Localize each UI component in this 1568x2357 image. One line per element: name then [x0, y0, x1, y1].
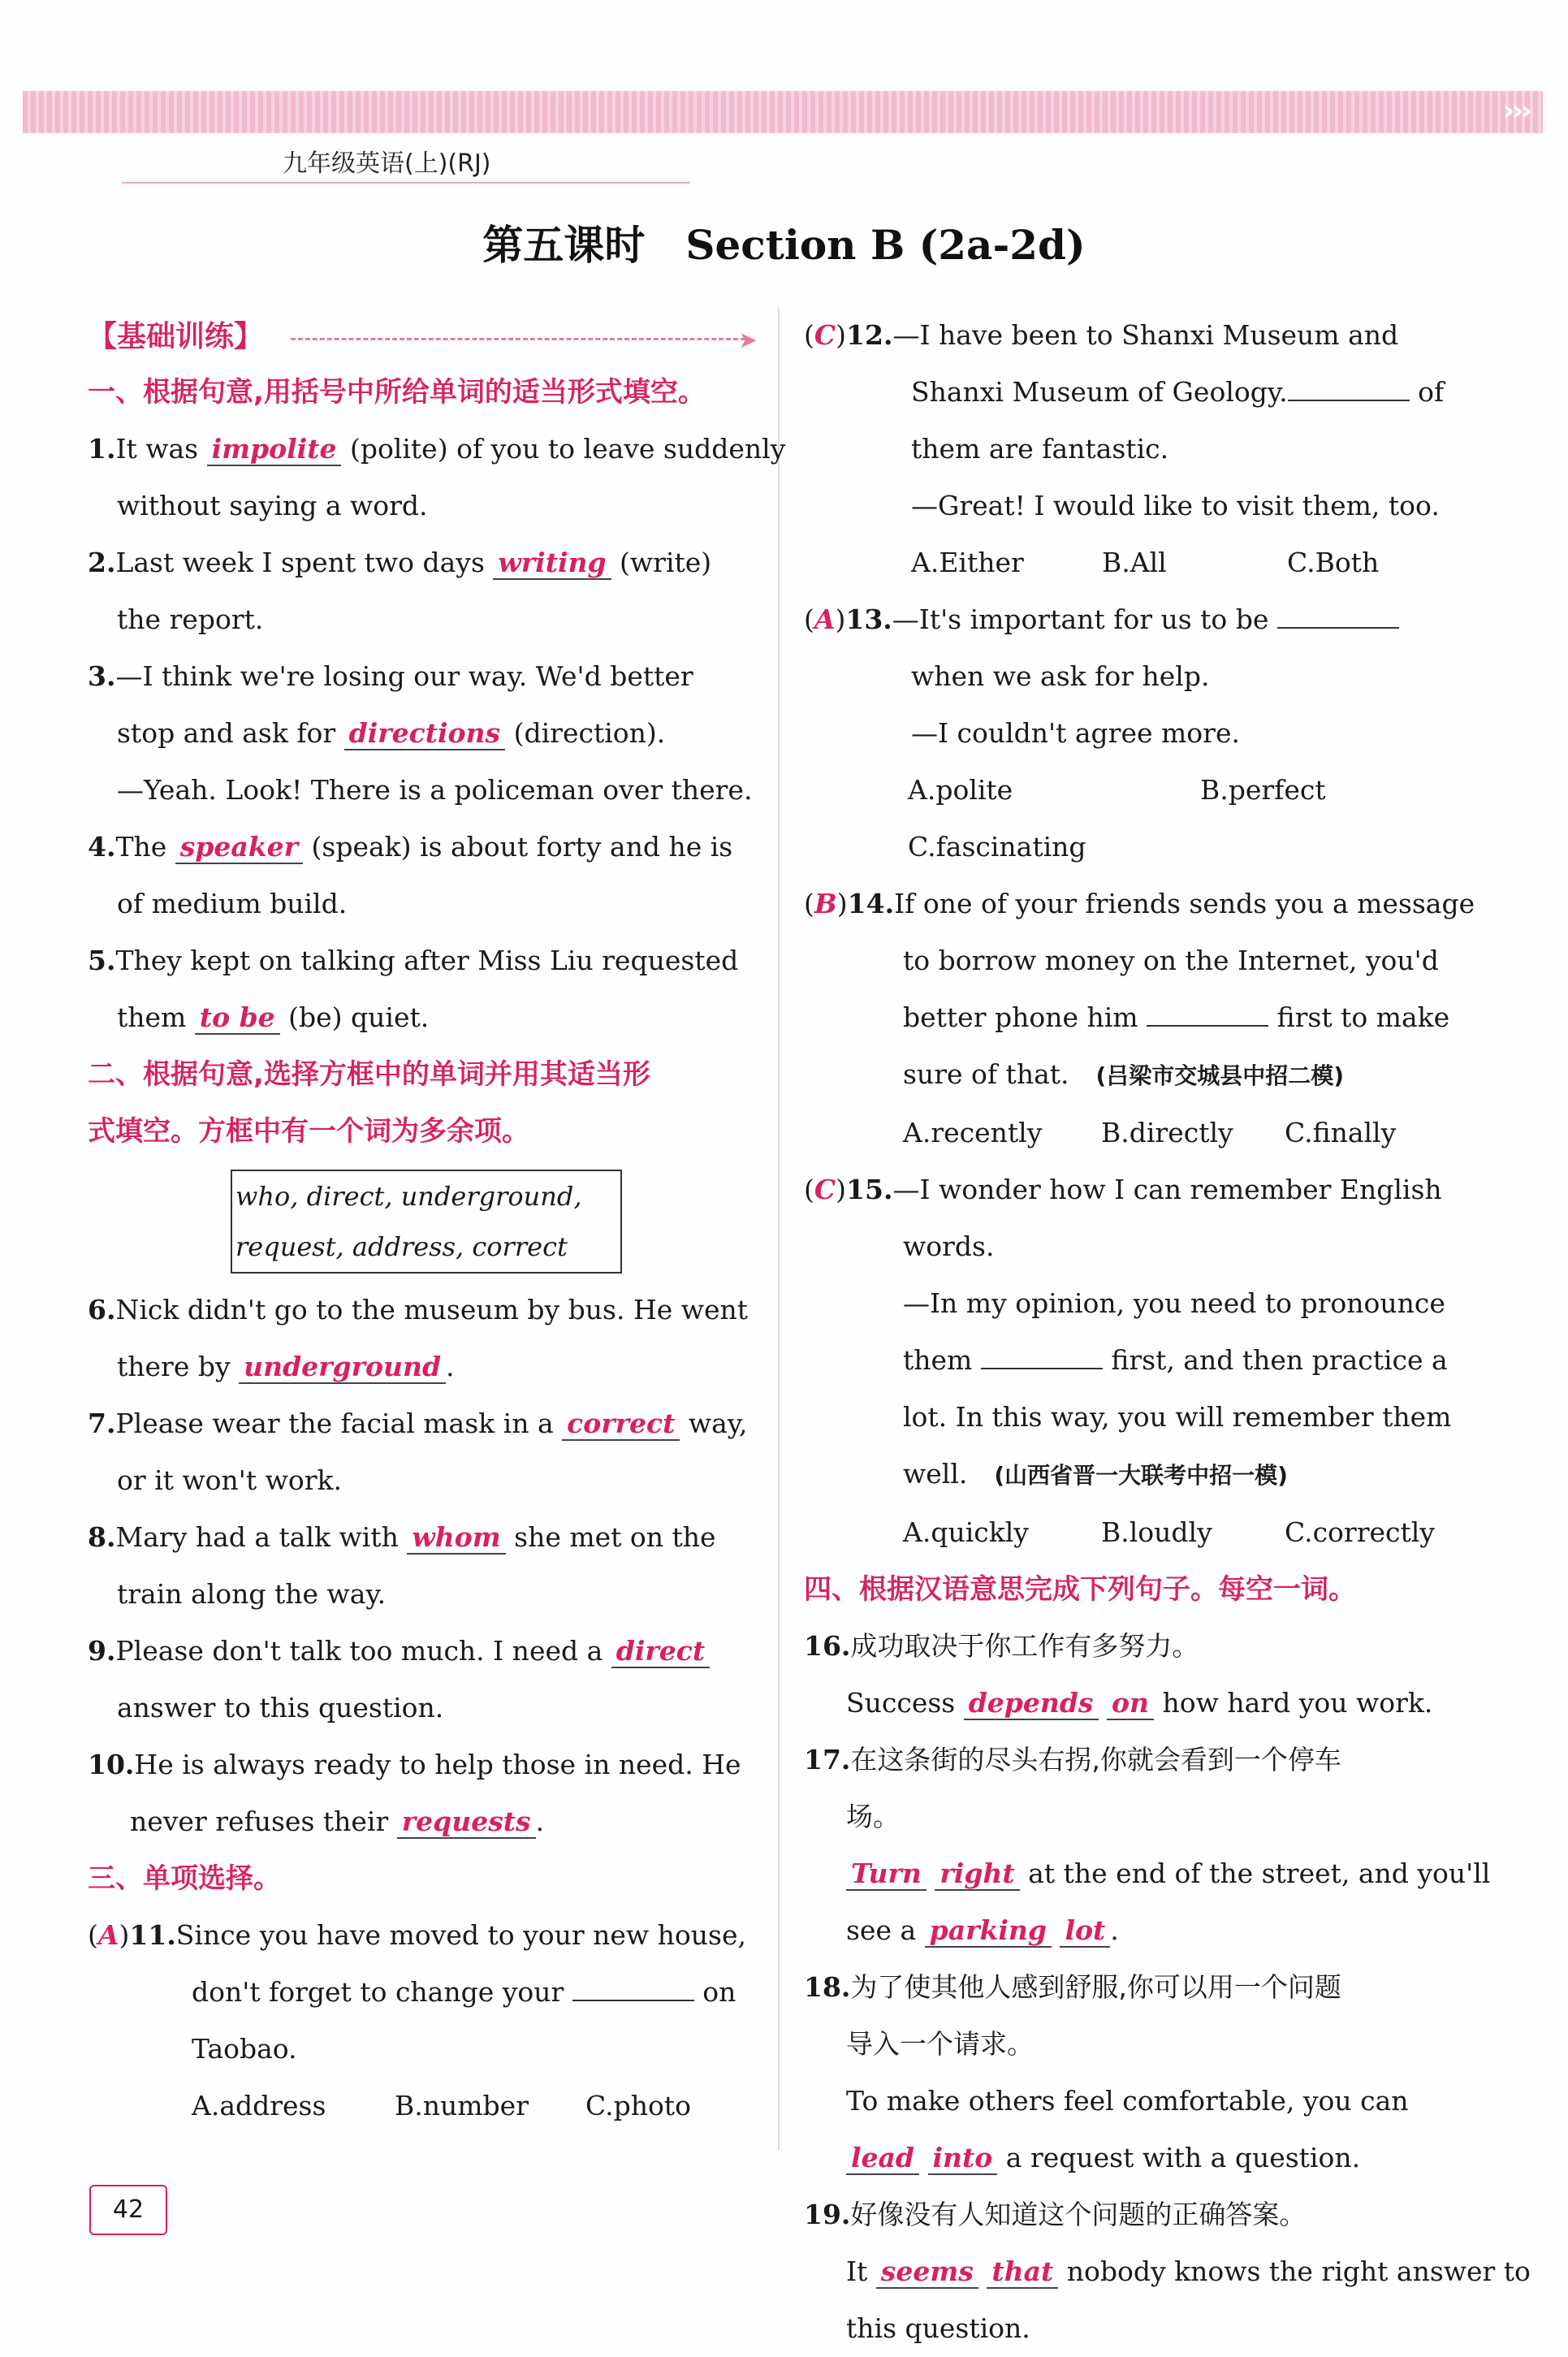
option-b: B.All [1102, 547, 1167, 578]
left-column [88, 307, 786, 2134]
question-16: 16.成功取决于你工作有多努力。 [804, 1630, 1199, 1662]
section-1-heading: 一、根据句意,用括号中所给单词的适当形式填空。 [88, 376, 706, 409]
question-8-line2: train along the way. [117, 1578, 387, 1610]
blank [1288, 378, 1410, 401]
question-14-line4: sure of that. (吕梁市交城县中招二模) [903, 1058, 1345, 1090]
option-b: B.perfect [1200, 774, 1326, 806]
question-14-options [804, 1105, 1470, 1161]
question-13-option-c: C.fascinating [908, 831, 1086, 863]
answer-18a: lead [846, 2142, 919, 2175]
answer-3: directions [344, 717, 505, 750]
question-12-line4: —Great! I would like to visit them, too. [911, 490, 1440, 521]
lesson-title: 第五课时 Section B (2a-2d) [482, 221, 1086, 269]
option-a: A.address [192, 2090, 326, 2121]
question-16-line2: Success depends on how hard you work. [846, 1687, 1433, 1719]
answer-18b: into [928, 2142, 998, 2175]
option-a: A.recently [903, 1117, 1043, 1148]
question-15-line3: —In my opinion, you need to pronounce [903, 1287, 1445, 1319]
question-10-line2: never refuses their requests . [130, 1806, 545, 1837]
question-7: 7.Please wear the facial mask in a correct way, [88, 1408, 748, 1439]
option-c: C.finally [1285, 1117, 1397, 1148]
question-3-line3: —Yeah. Look! There is a policeman over there. [117, 774, 753, 806]
question-7-line2: or it won't work. [117, 1464, 343, 1496]
blank [572, 1979, 694, 2001]
question-1: 1.It was impolite (polite) of you to leave suddenly [88, 433, 786, 465]
answer-16b: on [1107, 1687, 1154, 1720]
blank [981, 1347, 1103, 1369]
question-5: 5.They kept on talking after Miss Liu requested [88, 945, 739, 976]
question-11-line2: don't forget to change your on [192, 1976, 736, 2008]
page-number: 42 [89, 2185, 167, 2235]
answer-17d: lot [1060, 1914, 1110, 1948]
question-9: 9.Please don't talk too much. I need a direct [88, 1623, 758, 1680]
source-note: (山西省晋一大联考中招一模) [994, 1462, 1288, 1489]
question-2-line2: the report. [117, 603, 264, 635]
question-12-line2: Shanxi Museum of Geology. of [911, 376, 1445, 408]
question-17-line4: see a parking lot . [846, 1914, 1119, 1946]
question-19-line3: this question. [846, 2312, 1030, 2344]
question-18-line3: To make others feel comfortable, you can [846, 2085, 1409, 2117]
option-b: B.loudly [1101, 1516, 1212, 1548]
right-column [804, 307, 1531, 2357]
choice-answer-11: A [97, 1919, 119, 1951]
question-3: 3.—I think we're losing our way. We'd better [88, 660, 693, 692]
section-3-heading: 三、单项选择。 [88, 1862, 281, 1895]
question-11: (A)11.Since you have moved to your new house, [88, 1919, 746, 1951]
question-13-options [804, 762, 1470, 819]
question-12: (C)12.—I have been to Shanxi Museum and [804, 319, 1399, 351]
word-box-line1: who, direct, underground, [235, 1181, 582, 1212]
answer-9: direct [611, 1635, 710, 1668]
option-b: B.directly [1101, 1117, 1233, 1148]
question-14-line2: to borrow money on the Internet, you'd [903, 945, 1439, 976]
answer-19b: that [987, 2255, 1058, 2289]
option-a: A.quickly [903, 1516, 1029, 1548]
column-divider [778, 307, 780, 2151]
answer-19a: seems [876, 2255, 978, 2289]
question-11-line3: Taobao. [192, 2033, 297, 2065]
blank [1277, 606, 1399, 629]
section-2-heading-line2: 式填空。方框中有一个词为多余项。 [88, 1115, 529, 1148]
question-15-line5: lot. In this way, you will remember them [903, 1401, 1452, 1433]
question-19: 19.好像没有人知道这个问题的正确答案。 [804, 2199, 1307, 2230]
chevron-right-icon: ››› [1502, 94, 1529, 128]
question-15-line4: them first, and then practice a [903, 1344, 1448, 1376]
word-box [231, 1170, 622, 1274]
question-6: 6.Nick didn't go to the museum by bus. He went [88, 1294, 749, 1326]
option-a: A.polite [908, 774, 1013, 806]
question-17: 17.在这条街的尽头右拐,你就会看到一个停车 [804, 1744, 1341, 1775]
question-4-line2: of medium build. [117, 888, 348, 919]
answer-4: speaker [175, 831, 303, 864]
answer-2: writing [493, 547, 611, 580]
arrow-right-icon: ➤ [738, 327, 758, 353]
question-10: 10.He is always ready to help those in need. He [88, 1749, 741, 1780]
question-9-line2: answer to this question. [117, 1692, 444, 1723]
question-12-options [804, 534, 1470, 591]
question-12-line3: them are fantastic. [911, 433, 1169, 465]
choice-answer-14: B [814, 888, 837, 919]
blank [1147, 1004, 1268, 1027]
question-1-line2: without saying a word. [117, 490, 428, 521]
answer-17b: right [935, 1857, 1019, 1891]
option-c: C.photo [585, 2090, 691, 2121]
section-2-heading: 二、根据句意,选择方框中的单词并用其适当形 [88, 1058, 650, 1091]
question-18: 18.为了使其他人感到舒服,你可以用一个问题 [804, 1971, 1341, 2003]
banner-dash-line [291, 338, 745, 340]
question-13-line3: —I couldn't agree more. [911, 717, 1240, 749]
question-13-line2: when we ask for help. [911, 660, 1210, 692]
answer-8: whom [407, 1521, 505, 1555]
question-14-line3: better phone him first to make [903, 1001, 1450, 1033]
section-4-heading: 四、根据汉语意思完成下列句子。每空一词。 [804, 1573, 1356, 1606]
source-note: (吕梁市交城县中招二模) [1095, 1062, 1345, 1089]
question-17-line2: 场。 [846, 1801, 900, 1832]
answer-17c: parking [925, 1914, 1052, 1948]
question-15: (C)15.—I wonder how I can remember English [804, 1174, 1442, 1205]
question-6-line2: there by underground . [117, 1351, 455, 1382]
answer-17a: Turn [846, 1857, 927, 1891]
question-5-line2: them to be (be) quiet. [117, 1001, 430, 1033]
option-c: C.correctly [1285, 1516, 1435, 1548]
question-14: (B)14.If one of your friends sends you a message [804, 888, 1475, 919]
option-a: A.Either [911, 547, 1024, 578]
question-4: 4.The speaker (speak) is about forty and he is [88, 831, 733, 863]
choice-answer-15: C [814, 1174, 836, 1205]
question-2: 2.Last week I spent two days writing (write) [88, 547, 712, 578]
question-13: (A)13.—It's important for us to be [804, 591, 1470, 648]
question-18-line2: 导入一个请求。 [846, 2028, 1034, 2060]
option-b: B.number [395, 2090, 529, 2121]
choice-answer-12: C [814, 319, 836, 351]
question-15-line6: well. (山西省晋一大联考中招一模) [903, 1458, 1288, 1490]
word-box-line2: request, address, correct [235, 1231, 568, 1262]
option-c: C.Both [1287, 547, 1380, 578]
answer-1: impolite [207, 433, 342, 466]
question-17-line3: Turn right at the end of the street, and you'll [804, 1845, 1470, 1902]
answer-5: to be [195, 1001, 280, 1035]
question-15-options [804, 1504, 1470, 1561]
answer-10: requests [397, 1806, 536, 1839]
question-11-options [88, 2078, 758, 2134]
question-3-line2: stop and ask for directions (direction). [117, 717, 666, 749]
choice-answer-13: A [814, 603, 836, 635]
answer-16a: depends [964, 1687, 1099, 1720]
question-8: 8.Mary had a talk with whom she met on the [88, 1521, 716, 1553]
top-decorative-band [23, 91, 1543, 133]
book-title: 九年级英语(上)(RJ) [283, 149, 491, 178]
question-15-line2: words. [903, 1230, 995, 1262]
banner-label: 【基础训练】 [88, 320, 264, 353]
question-18-line4: lead into a request with a question. [804, 2130, 1470, 2186]
answer-6: underground [239, 1351, 446, 1384]
basic-training-banner [88, 307, 758, 356]
answer-7: correct [562, 1408, 680, 1441]
question-19-line2: It seems that nobody knows the right answer to [846, 2255, 1531, 2287]
